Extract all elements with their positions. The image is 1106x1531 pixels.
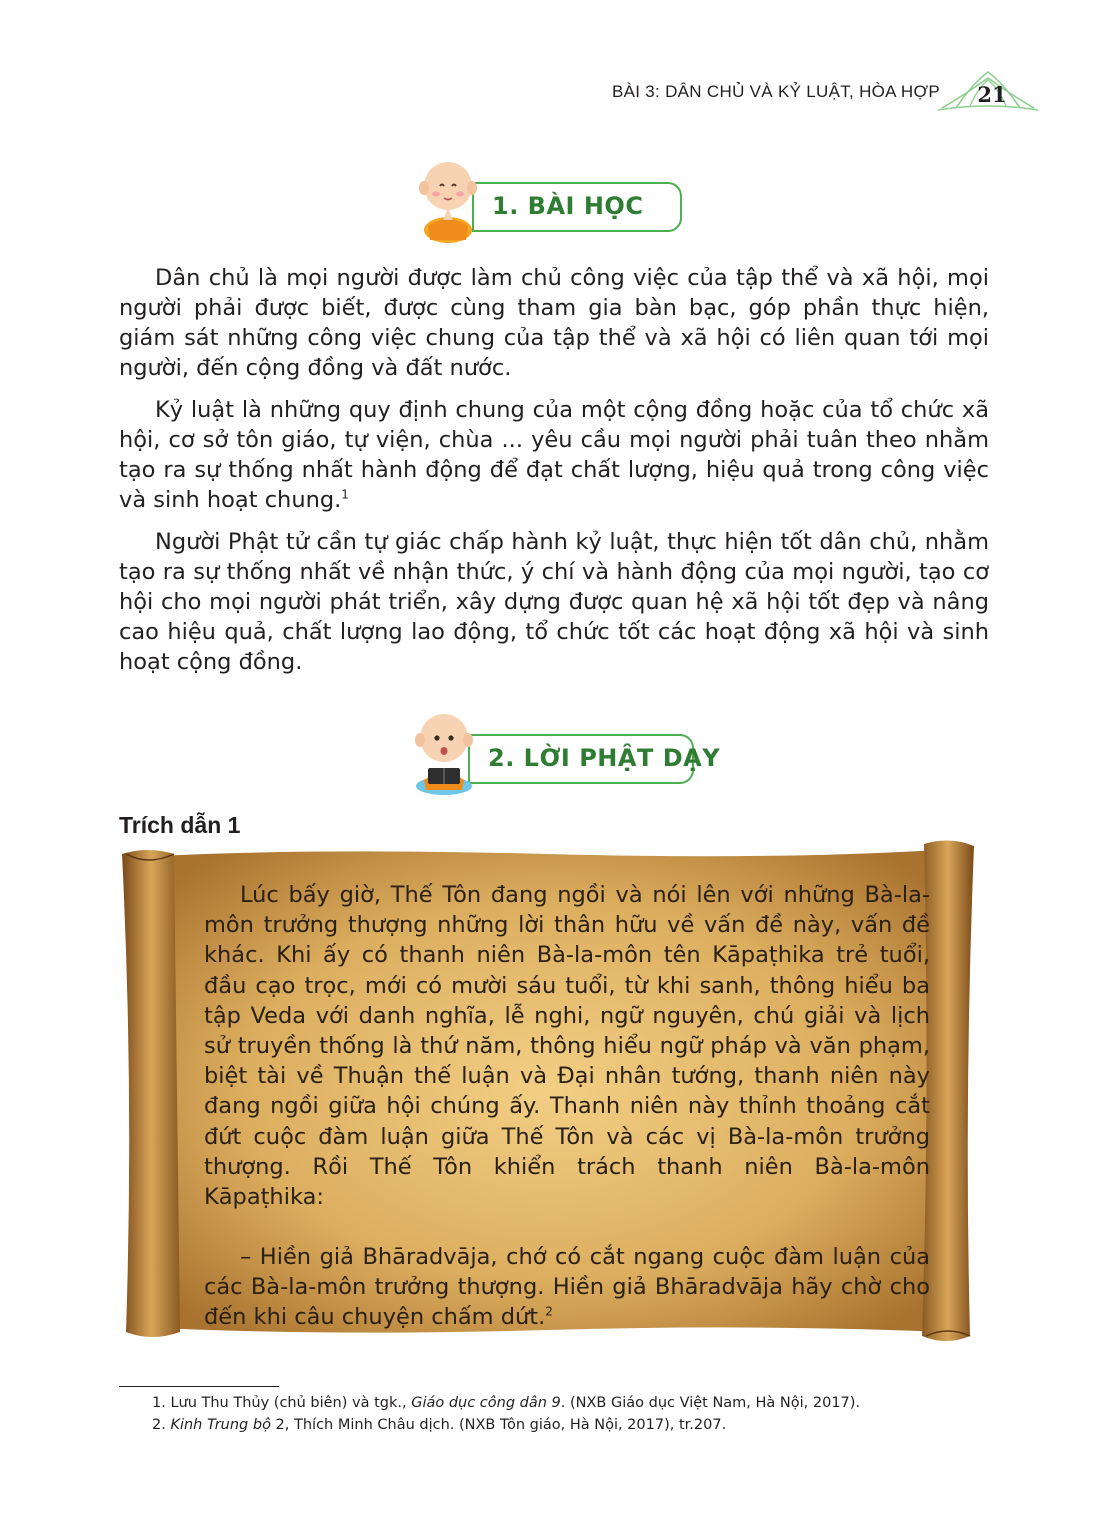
footnote-2-book-title: Kinh Trung bộ bbox=[170, 1417, 271, 1433]
page-header bbox=[560, 76, 1040, 116]
lesson-paragraph-discipline bbox=[119, 395, 989, 515]
quote-title: Trích dẫn 1 bbox=[119, 812, 241, 838]
footnote-1-book-title: Giáo dục công dân 9 bbox=[411, 1395, 561, 1411]
lesson-paragraph-buddhist: Người Phật tử cần tự giác chấp hành kỷ luật, thực hiện tốt dân chủ, nhằm tạo ra sự thống nhất về nhận thức, ý chí và hành động của mọi người, tạo cơ hội cho mọi người phát triển, xây dựng được quan hệ xã hội tốt đẹp và nâng cao hiệu quả, chất lượng lao động, tổ chức tốt các hoạt động xã hội và sinh hoạt cộng đồng. bbox=[119, 529, 989, 675]
section-heading-lesson bbox=[420, 178, 682, 234]
monk-reading-icon bbox=[408, 708, 480, 796]
section-title: 1. BÀI HỌC bbox=[492, 192, 644, 220]
footnote-divider bbox=[119, 1386, 279, 1387]
quote-paragraph-2 bbox=[204, 1242, 930, 1333]
footnote-2-publisher: 2, Thích Minh Châu dịch. (NXB Tôn giáo, Hà Nội, 2017), tr.207. bbox=[270, 1417, 727, 1433]
section-title: 2. LỜI PHẬT DẠY bbox=[488, 744, 721, 772]
footnote-ref: 2 bbox=[545, 1304, 553, 1319]
footnote-ref: 1 bbox=[341, 487, 349, 502]
lesson-paragraph-democracy: Dân chủ là mọi người được làm chủ công việc của tập thể và xã hội, mọi người phải được biết, được cùng tham gia bàn bạc, góp phần thực hiện, giám sát những công việc chung của tập thể và xã hội có liên quan tới mọi người, đến cộng đồng và đất nước. bbox=[119, 265, 989, 381]
monk-praying-icon bbox=[412, 156, 484, 244]
lesson-paragraph-discipline-text: Kỷ luật là những quy định chung của một cộng đồng hoặc của tổ chức xã hội, cơ sở tôn giáo, tự viện, chùa ... yêu cầu mọi người phải tuân theo nhằm tạo ra sự thống nhất hành động để đạt chất lượng, hiệu quả trong công việc và sinh hoạt chung. bbox=[119, 397, 989, 513]
section-heading-buddha-teaching bbox=[416, 730, 721, 786]
footnote-1 bbox=[152, 1393, 860, 1413]
footnote-2 bbox=[152, 1415, 726, 1435]
footnote-1-publisher: . (NXB Giáo dục Việt Nam, Hà Nội, 2017). bbox=[560, 1395, 861, 1411]
page-number: 21 bbox=[977, 82, 1007, 107]
quote-paragraph-2-text: – Hiền giả Bhāradvāja, chớ có cắt ngang cuộc đàm luận của các Bà-la-môn trưởng thượng. Hiền giả Bhāradvāja hãy chờ cho đến khi câu chuyện chấm dứt. bbox=[204, 1244, 930, 1331]
parchment-scroll bbox=[118, 832, 980, 1352]
footnote-1-author: 1. Lưu Thu Thủy (chủ biên) và tgk., bbox=[152, 1395, 412, 1411]
chapter-title: BÀI 3: DÂN CHỦ VÀ KỶ LUẬT, HÒA HỢP bbox=[611, 82, 940, 101]
footnote-2-number: 2. bbox=[152, 1417, 171, 1433]
quote-paragraph-1: Lúc bấy giờ, Thế Tôn đang ngồi và nói lên với những Bà-la-môn trưởng thượng những lời thân hữu về vấn đề này, vấn đề khác. Khi ấy có thanh niên Bà-la-môn tên Kāpaṭhika trẻ tuổi, đầu cạo trọc, mới có mười sáu tuổi, từ khi sanh, thông hiểu ba tập Veda với danh nghĩa, lễ nghi, ngữ nguyên, chú giải và lịch sử truyền thống là thứ năm, thông hiểu ngữ pháp và văn phạm, biệt tài về Thuận thế luận và Đại nhân tướng, thanh niên này đang ngồi giữa hội chúng ấy. Thanh niên này thỉnh thoảng cắt đứt cuộc đàm luận giữa Thế Tôn và các vị Bà-la-môn trưởng thượng. Rồi Thế Tôn khiển trách thanh niên Bà-la-môn Kāpaṭhika: bbox=[204, 882, 930, 1211]
